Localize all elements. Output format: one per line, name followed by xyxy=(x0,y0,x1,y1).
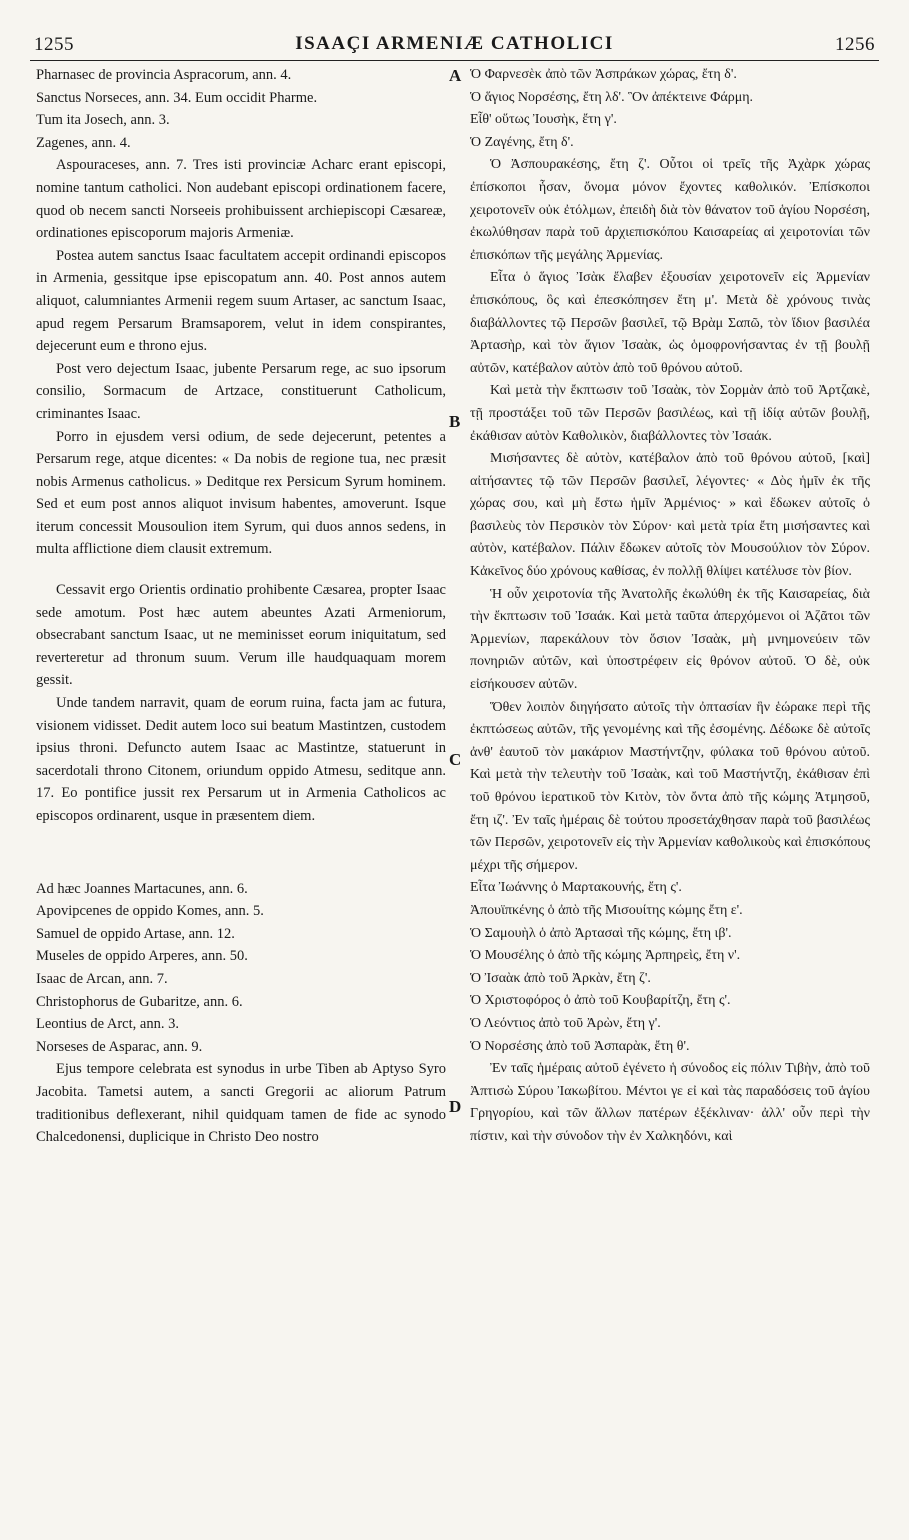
greek-paragraph: Ὁ Ἀσπουρακέσης, ἔτη ζ'. Οὗτοι οἱ τρεῖς τῆς Ἀχὰρκ χώρας ἐπίσκοποι ἦσαν, ὄνομα μόνον ἔχοντες καθολικόν. Ἐπίσκοποι χειροτονεῖν οὐκ ἐτόλμων, ἐπειδὴ διὰ τὸν θάνατον τοῦ ἁγίου Νορσέση, ἐκωλύθησαν παρὰ τοῦ ἀρχιεπισκόπου Καισαρείας αἱ χειροτονίαι τῶν ἐπισκόπων τῆς μεγάλης Ἀρμενίας. xyxy=(470,157,870,263)
latin-entry: Museles de oppido Arperes, ann. 50. xyxy=(36,948,248,965)
page-header xyxy=(30,30,879,61)
latin-entry: Ad hæc Joannes Martacunes, ann. 6. xyxy=(36,880,248,897)
margin-marker-b: B xyxy=(449,412,461,431)
greek-entry: Ὁ Ἰσαὰκ ἀπὸ τοῦ Ἀρκὰν, ἔτη ζ'. xyxy=(470,970,651,986)
greek-entry: Ὁ Λεόντιος ἀπὸ τοῦ Ἀρὼν, ἔτη γ'. xyxy=(470,1015,661,1031)
greek-entry: Ὁ Νορσέσης ἀπὸ τοῦ Ἀσπαρὰκ, ἔτη θ'. xyxy=(470,1038,690,1054)
latin-entry: Isaac de Arcan, ann. 7. xyxy=(36,970,168,987)
greek-paragraph: Εἶτα ὁ ἅγιος Ἰσὰκ ἔλαβεν ἐξουσίαν χειροτονεῖν εἰς Ἀρμενίαν ἐπισκόπους, ὃς καὶ ἐπεσκόπησεν ἔτη μ'. Μετὰ δὲ χρόνους τινὰς διαβάλλοντες τῷ Περσῶν βασιλεῖ, τῷ Βρὰμ Σαπῶ, τὸν ἴδιον βασιλέα Ἀρτασὴρ, καὶ τὸν ἅγιον Ἰσαὰκ, ὡς ὁμοφρονήσαντας ἐν τῇ βουλῇ αὐτῶν, κατέβαλον αὐτὸν ἀπὸ τοῦ θρόνου αὐτοῦ. xyxy=(470,270,870,376)
margin-marker-a: A xyxy=(449,66,462,85)
greek-paragraph: Ἡ οὖν χειροτονία τῆς Ἀνατολῆς ἐκωλύθη ἐκ τῆς Καισαρείας, διὰ τὴν ἔκπτωσιν τοῦ Ἰσαάκ. Καὶ μετὰ ταῦτα ἀπερχόμενοι οἱ Ἀζᾶτοι τῶν Ἀρμενίων, παρεκάλουν τὸν ὅσιον Ἰσαὰκ, μὴ μνημονεύειν τῶν πονηριῶν αὐτῶν, καὶ ὑποστρέφειν εἰς θρόνον αὐτοῦ. Ὁ δὲ, οὐκ εἰσήκουσεν αὐτῶν. xyxy=(470,586,870,693)
greek-entry: Εἶθ' οὕτως Ἰουσὴκ, ἔτη γ'. xyxy=(470,112,617,128)
latin-column xyxy=(36,64,446,1534)
greek-entry: Ὁ ἅγιος Νορσέσης, ἔτη λδ'. Ὃν ἀπέκτεινε Φάρμη. xyxy=(470,89,754,105)
latin-entry: Norseses de Asparac, ann. 9. xyxy=(36,1038,203,1055)
greek-entry: Ὁ Ζαγένης, ἔτη δ'. xyxy=(470,134,574,150)
latin-paragraph: Postea autem sanctus Isaac facultatem accepit ordinandi episcopos in Armenia, gessitque ipse episcopatum ann. 40. Post annos autem aliquot, calumniantes Armenii regem suum Artaser, ac sanctum Isaac, apud regem Persarum Bramsaporem, velut in idem conspirantes, dejecerunt eum e throno ejus. xyxy=(36,247,446,355)
latin-entry: Zagenes, ann. 4. xyxy=(36,134,131,151)
latin-entry: Christophorus de Gubaritze, ann. 6. xyxy=(36,993,243,1010)
greek-paragraph: Καὶ μετὰ τὴν ἔκπτωσιν τοῦ Ἰσαὰκ, τὸν Σορμὰν ἀπὸ τοῦ Ἀρτζακὲ, τῇ προστάξει τοῦ τῶν Περσῶν βασιλέως, καὶ τῇ ἰδίᾳ αὐτῶν βουλῇ, ἐκάθισαν αὐτὸν Καθολικὸν, διαβάλλοντες τὸν Ἰσαάκ. xyxy=(470,383,870,444)
greek-column xyxy=(470,64,870,1534)
latin-paragraph: Ejus tempore celebrata est synodus in urbe Tiben ab Aptyso Syro Jacobita. Tametsi autem, a sancti Gregorii ac aliorum Patrum traditionibus deflexerant, nihil quidquam tamen de fide ac synodo Chalcedonensi, duplicique in Christo Deo nostro xyxy=(36,1061,446,1146)
latin-entry: Leontius de Arct, ann. 3. xyxy=(36,1016,179,1033)
latin-paragraph: Aspouraceses, ann. 7. Tres isti provinciæ Acharc erant episcopi, nomine tantum catholici. Non audebant episcopi ordinationem facere, quod ob necem sancti Norseeis prohibuissent archiepiscopi Cæsareæ, ordinationes episcoporum majoris Armeniæ. xyxy=(36,157,446,242)
margin-marker-c: C xyxy=(449,750,462,769)
greek-paragraph: Ἐν ταῖς ἡμέραις αὐτοῦ ἐγένετο ἡ σύνοδος εἰς πόλιν Τιβὴν, ἀπὸ τοῦ Ἀπτισὼ Σύρου Ἰακωβίτου. Μέντοι γε εἰ καὶ τὰς παραδόσεις τοῦ ἁγίου Γρηγορίου, καὶ τῶν ἄλλων πατέρων ἐξέκλιναν· ἀλλ' οὖν περὶ τὴν πίστιν, καὶ τὴν σύνοδον τὴν ἐν Χαλκηδόνι, καὶ xyxy=(470,1061,870,1144)
margin-marker-d: D xyxy=(449,1097,462,1116)
latin-entry: Pharnasec de provincia Aspracorum, ann. 4. xyxy=(36,67,292,83)
greek-entry: Εἶτα Ἰωάννης ὁ Μαρτακουνής, ἔτη ς'. xyxy=(470,880,682,896)
latin-entry: Apovipcenes de oppido Komes, ann. 5. xyxy=(36,903,264,920)
greek-entry: Ὁ Φαρνεσὲκ ἀπὸ τῶν Ἀσπράκων χώρας, ἔτη δ'. xyxy=(470,67,737,82)
latin-paragraph: Unde tandem narravit, quam de eorum ruina, facta jam ac futura, visionem vidisset. Dedit autem loco sui beatum Mastintzen, custodem ipsius throni. Defuncto autem Isaac ac Mastintze, statuerunt in sacerdotali throno Citonem, oriundum oppido Atmesu, seditque ann. 17. Eo pontifice jussit rex Persarum ut in Armenia Catholicos ac episcopos ordinarent, usque in præsentem diem. xyxy=(36,695,446,824)
latin-entry: Tum ita Josech, ann. 3. xyxy=(36,112,170,129)
page-number-right: 1256 xyxy=(835,34,875,55)
latin-paragraph: Cessavit ergo Orientis ordinatio prohibente Cæsarea, propter Isaac sede amotum. Post hæc autem abeuntes Azati Armeniorum, obsecrabant sanctum Isaac, ut ne meminisset eorum iniquitatum, sed reverteretur ad thronum suum. Verum ille haudquaquam morem gessit. xyxy=(36,582,446,689)
running-title: ISAAÇI ARMENIÆ CATHOLICI xyxy=(295,33,614,54)
greek-entry: Ἀπουϊπκένης ὁ ἀπὸ τῆς Μισουίτης κώμης ἔτη ε'. xyxy=(470,902,743,918)
latin-entry: Sanctus Norseces, ann. 34. Eum occidit Pharme. xyxy=(36,89,318,106)
greek-entry: Ὁ Χριστοφόρος ὁ ἀπὸ τοῦ Κουβαρίτζη, ἔτη ς'. xyxy=(470,993,731,1009)
greek-entry: Ὁ Μουσέλης ὁ ἀπὸ τῆς κώμης Ἀρπηρεὶς, ἔτη ν'. xyxy=(470,948,741,964)
greek-paragraph: Μισήσαντες δὲ αὐτὸν, κατέβαλον ἀπὸ τοῦ θρόνου αὐτοῦ, [καὶ] αἰτήσαντες τῷ τῶν Περσῶν βασιλεῖ, λέγοντες· « Δὸς ἡμῖν ἐκ τῆς χώρας σου, καὶ μὴ ἔστω ἡμῖν Ἀρμένιος· » καὶ ἔδωκεν αὐτοῖς ὁ βασιλεὺς τὸν Περσικὸν τὸν Σύρον· καὶ μετὰ τρία ἔτη μισήσαντες καὶ αὐτὸν, κατέβαλον. Πάλιν ἔδωκεν αὐτοῖς τὸν Μουσούλιον τὸν Σύρον. Κἀκεῖνος δύο χρόνους καθίσας, ἐν πολλῇ θλίψει κατέλυσε τὸν βίον. xyxy=(470,451,870,580)
page-number-left: 1255 xyxy=(34,34,74,55)
latin-entry: Samuel de oppido Artase, ann. 12. xyxy=(36,925,235,942)
greek-entry: Ὁ Σαμουὴλ ὁ ἀπὸ Ἀρτασαὶ τῆς κώμης, ἔτη ιβ'. xyxy=(470,925,732,941)
latin-paragraph: Porro in ejusdem versi odium, de sede dejecerunt, petentes a Persarum rege, atque dicentes: « Da nobis de regione tua, nec præsit nobis Armenus catholicus. » Deditque rex Persicum Syrum hominem. Sed et eum post annos aliquot invisum habentes, amoverunt. Isque iterum concessit Mousoulion item Syrum, qui duos annos sedens, in multa afflictione diem clausit extremum. xyxy=(36,428,446,558)
latin-paragraph: Post vero dejectum Isaac, jubente Persarum rege, ac suo ipsorum consilio, Sormacum de Artzace, constituerunt Catholicum, criminantes Isaac. xyxy=(36,360,446,422)
greek-paragraph: Ὅθεν λοιπὸν διηγήσατο αὐτοῖς τὴν ὀπτασίαν ἣν ἑώρακε περὶ τῆς ἐκπτώσεως αὐτῶν, τῆς γενομένης καὶ τῆς ἐσομένης. Δέδωκε δὲ αὐτοῖς ἀνθ' ἑαυτοῦ τὸν μακάριον Μαστήντζην, φύλακα τοῦ θρόνου αὐτοῦ. Καὶ μετὰ τὴν τελευτὴν τοῦ Ἰσαὰκ, καὶ τοῦ Μαστήντζη, ἐκάθισαν ἐπὶ τοῦ θρόνου ἱερατικοῦ τὸν Κιτὸν, τὸν ὄντα ἀπὸ τῆς κώμης Ἀτμησοῦ, ἔτη ιζ'. Ἐν ταῖς ἡμέραις δὲ τούτου προσετάχθησαν παρὰ τοῦ βασιλέως τῶν Περσῶν, χειροτονεῖν εἰς τὴν Ἀρμενίαν καθολικοὺς καὶ ἐπισκόπους μέχρι τῆς σήμερον. xyxy=(470,699,870,873)
